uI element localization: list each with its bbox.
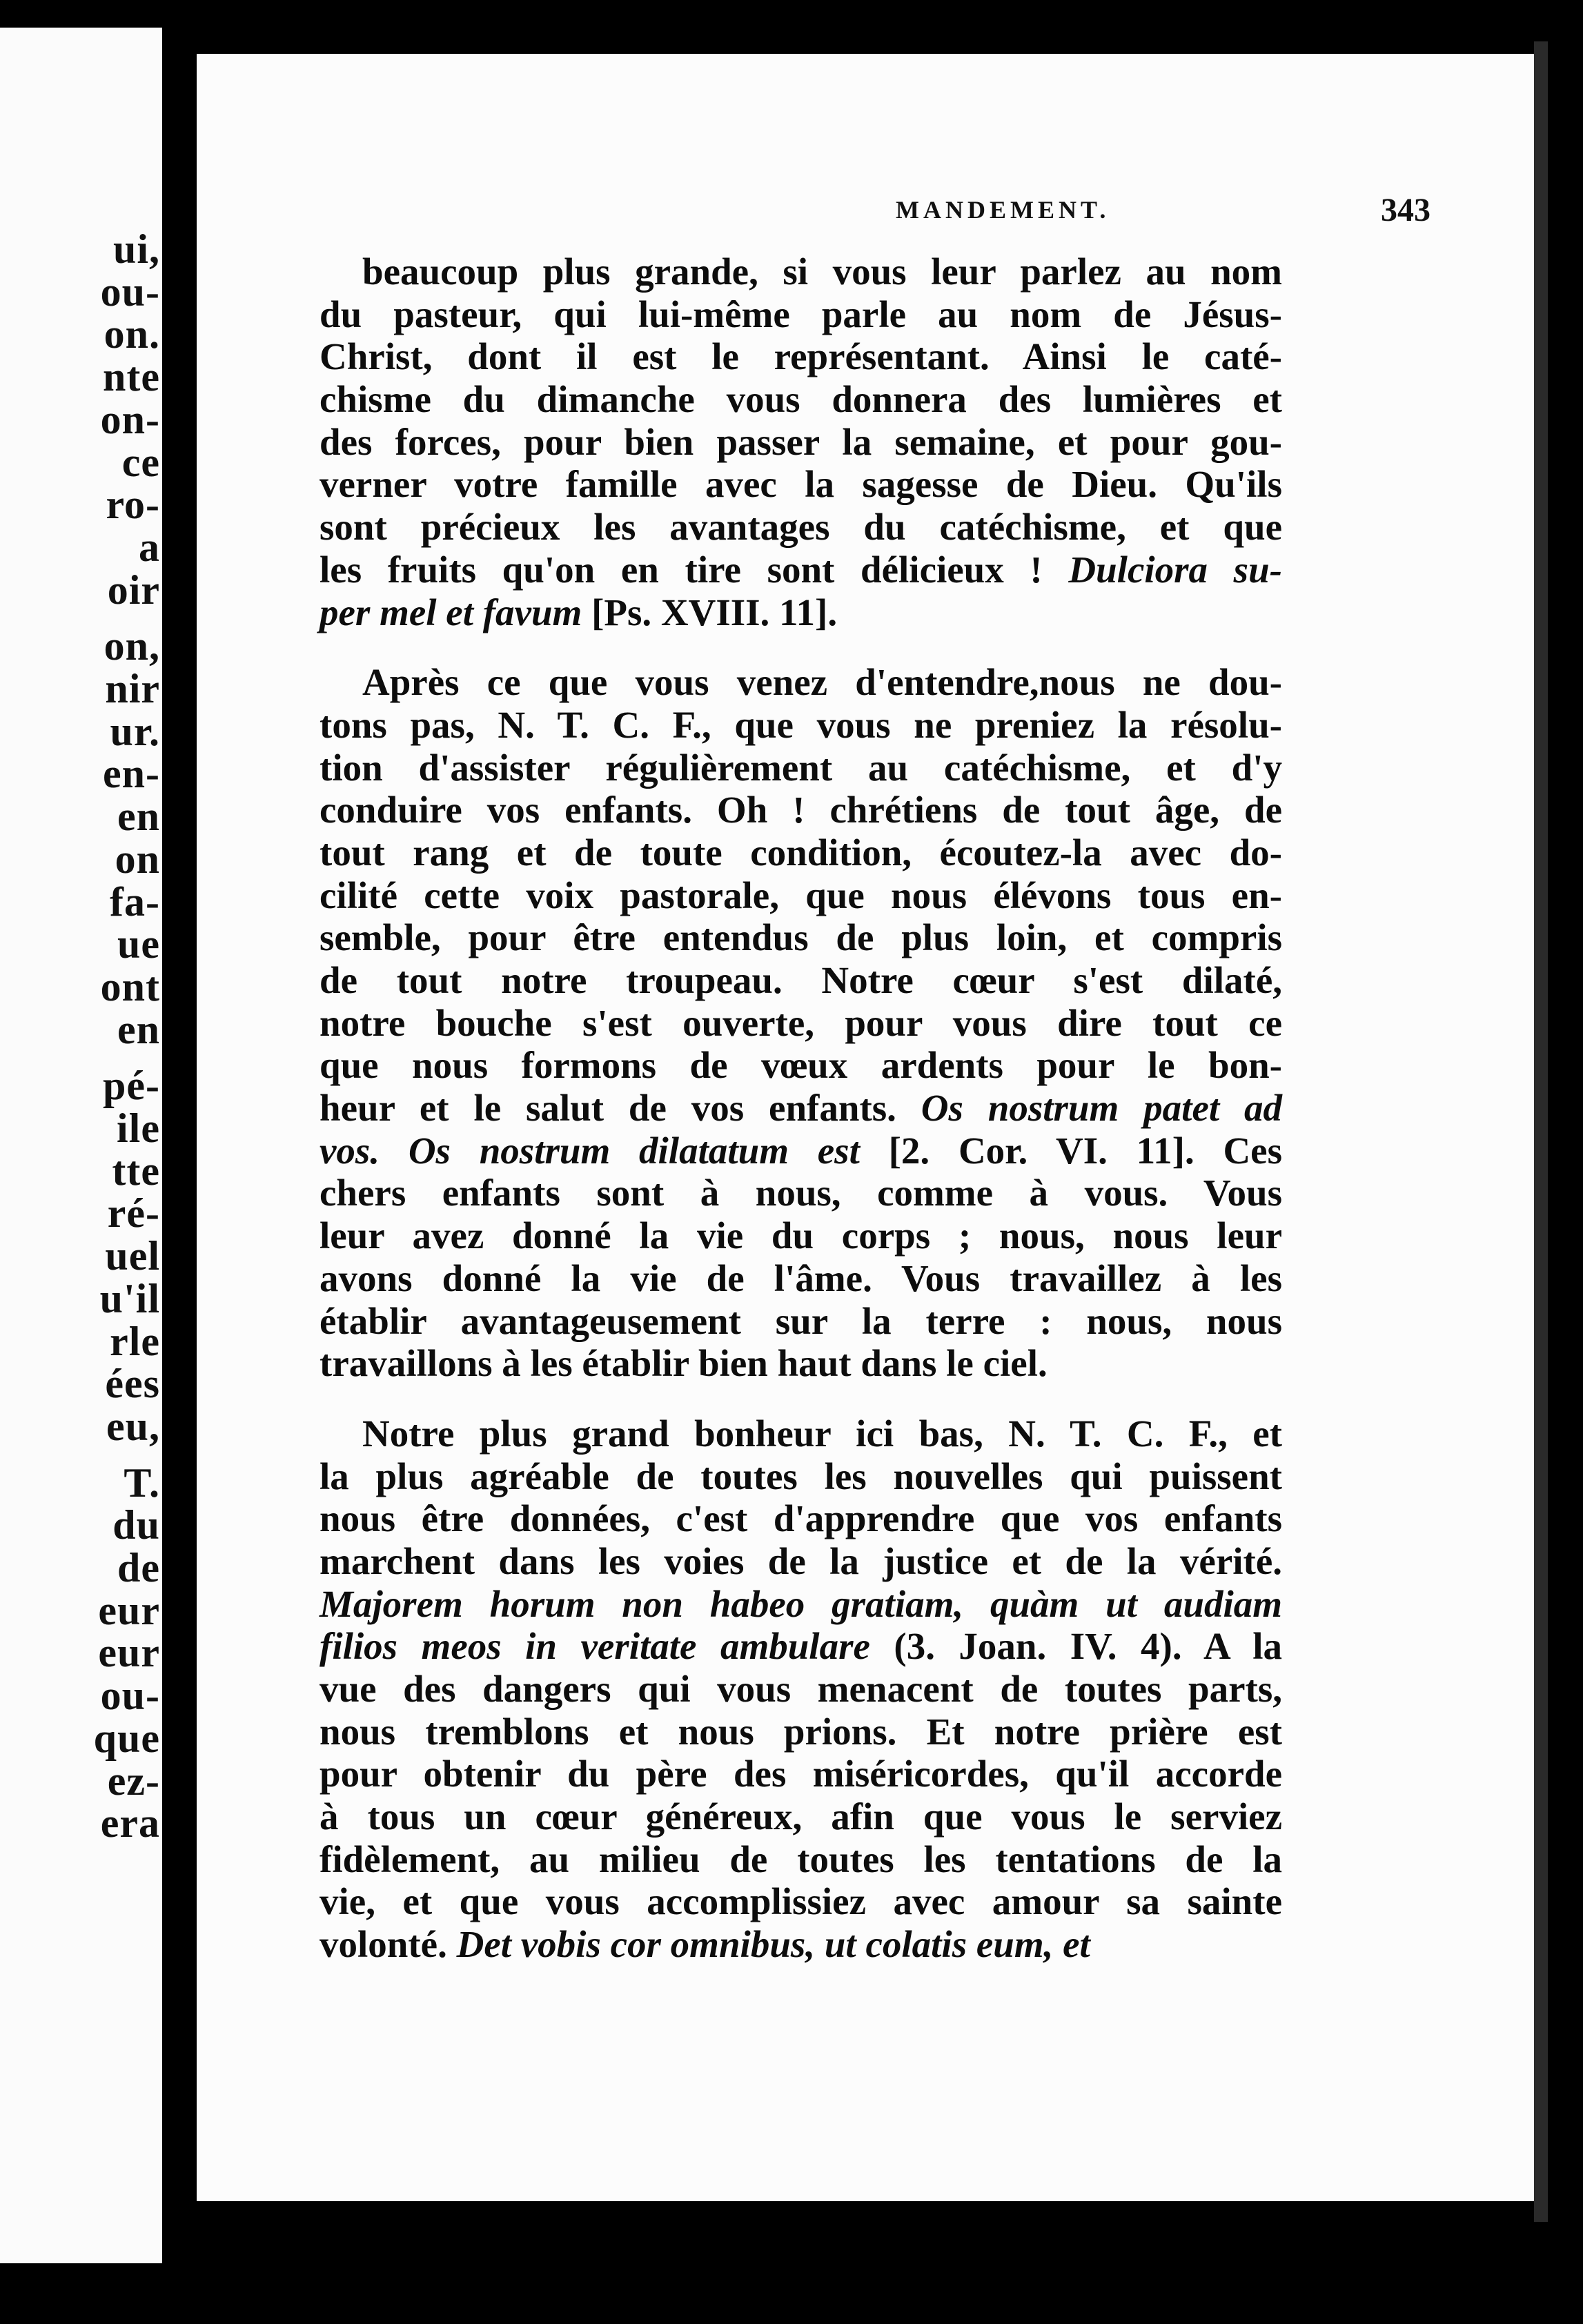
- previous-page-fragment: T.: [124, 1459, 160, 1506]
- latin-quotation: Dulciora su-: [1068, 548, 1282, 591]
- book-page: [197, 54, 1534, 2201]
- previous-page-fragment: ui,: [112, 226, 160, 272]
- previous-page-fragment: nir: [105, 666, 160, 711]
- previous-page-fragment: ées: [105, 1361, 160, 1407]
- text-line: nous être données, c'est d'apprendre que vos enfants: [319, 1497, 1282, 1540]
- text-line: leur avez donné la vie du corps ; nous, nous leur: [319, 1214, 1282, 1257]
- previous-page-fragment: ez-: [107, 1757, 160, 1804]
- previous-page-fragment: ile: [117, 1105, 160, 1151]
- text-line: cilité cette voix pastorale, que nous élévons tous en-: [319, 874, 1282, 916]
- previous-page-fragment: en-: [103, 751, 160, 797]
- running-title: MANDEMENT.: [896, 196, 1110, 224]
- previous-page-fragment: ce: [121, 439, 160, 485]
- text-line: vos. Os nostrum dilatatum est [2. Cor. VI. 11]. Ces: [319, 1129, 1282, 1172]
- previous-page-fragment: de: [117, 1545, 160, 1591]
- text-line: nous tremblons et nous prions. Et notre prière est: [319, 1710, 1282, 1753]
- latin-quotation: Os nostrum patet ad: [921, 1087, 1282, 1130]
- text-line: chers enfants sont à nous, comme à vous. Vous: [319, 1172, 1282, 1214]
- text-line: conduire vos enfants. Oh ! chrétiens de tout âge, de: [319, 789, 1282, 831]
- text-line: du pasteur, qui lui-même parle au nom de Jésus-: [319, 293, 1282, 335]
- text-line: Notre plus grand bonheur ici bas, N. T. C. F., et: [362, 1412, 1282, 1455]
- paragraph: [319, 661, 1282, 1385]
- text-line: [319, 1583, 1282, 1626]
- text-line: Après ce que vous venez d'entendre,nous ne dou-: [362, 661, 1282, 704]
- text-line: vue des dangers qui vous menacent de toutes parts,: [319, 1668, 1282, 1710]
- previous-page-fragment: eur: [98, 1587, 160, 1633]
- previous-page-fragment: ou-: [100, 1673, 160, 1719]
- text-line: tion d'assister régulièrement au catéchisme, et d'y: [319, 746, 1282, 789]
- text-line: fidèlement, au milieu de toutes les tentations de la: [319, 1838, 1282, 1880]
- previous-page-fragment: ont: [100, 963, 160, 1010]
- text-line: heur et le salut de vos enfants. Os nostrum patet ad: [319, 1087, 1282, 1130]
- latin-quotation: filios meos in veritate ambulare: [319, 1625, 870, 1668]
- previous-page-fragment: uel: [105, 1233, 160, 1279]
- previous-page-fragment: on,: [104, 623, 160, 669]
- previous-page-fragment: a: [139, 524, 160, 570]
- text-line: semble, pour être entendus de plus loin, et compris: [319, 916, 1282, 959]
- text-line: verner votre famille avec la sagesse de Dieu. Qu'ils: [319, 463, 1282, 506]
- text-line: avons donné la vie de l'âme. Vous travaillez à les: [319, 1257, 1282, 1299]
- previous-page-fragment: u'il: [99, 1275, 160, 1321]
- text-line: la plus agréable de toutes les nouvelles qui puissent: [319, 1455, 1282, 1497]
- page-number: 343: [1381, 192, 1430, 228]
- paragraph: [319, 250, 1282, 633]
- previous-page-fragment: on: [115, 836, 160, 882]
- text-line: volonté. Det vobis cor omnibus, ut colatis eum, et: [319, 1923, 1090, 1966]
- latin-quotation: Majorem horum non habeo gratiam, quàm ut audiam: [319, 1582, 1282, 1625]
- paragraph: [319, 1412, 1282, 1966]
- page-header: [319, 192, 1430, 244]
- previous-page-fragment: era: [100, 1800, 160, 1847]
- previous-page-fragment: on.: [104, 311, 160, 357]
- previous-page-fragment: tte: [112, 1148, 160, 1194]
- page-body: [319, 250, 1282, 1966]
- text-line: marchent dans les voies de la justice et de la vérité.: [319, 1539, 1282, 1582]
- text-line: notre bouche s'est ouverte, pour vous dire tout ce: [319, 1001, 1282, 1044]
- text-line: à tous un cœur généreux, afin que vous le serviez: [319, 1795, 1282, 1838]
- text-line: per mel et favum [Ps. XVIII. 11].: [319, 591, 838, 633]
- text-line: tout rang et de toute condition, écoutez-la avec do-: [319, 831, 1282, 874]
- previous-page-strip: [0, 28, 162, 2263]
- text-line: que nous formons de vœux ardents pour le bon-: [319, 1044, 1282, 1087]
- previous-page-fragment: pé-: [103, 1063, 160, 1109]
- previous-page-fragment: ro-: [106, 482, 160, 528]
- text-line: tons pas, N. T. C. F., que vous ne preniez la résolu-: [319, 703, 1282, 746]
- previous-page-fragment: on-: [100, 396, 160, 442]
- text-line: sont précieux les avantages du catéchisme, et que: [319, 506, 1282, 549]
- previous-page-fragment: rle: [110, 1318, 160, 1364]
- previous-page-fragment: oir: [107, 567, 160, 613]
- latin-quotation: vos. Os nostrum dilatatum est: [319, 1129, 860, 1172]
- previous-page-fragment: du: [112, 1502, 160, 1548]
- text-line: Christ, dont il est le représentant. Ainsi le caté-: [319, 335, 1282, 378]
- page-edge-shadow: [1534, 41, 1548, 2222]
- text-line: des forces, pour bien passer la semaine, et pour gou-: [319, 420, 1282, 463]
- text-line: travaillons à les établir bien haut dans le ciel.: [319, 1342, 1048, 1385]
- previous-page-fragment: nte: [103, 354, 160, 400]
- previous-page-fragment: que: [93, 1715, 160, 1761]
- previous-page-fragment: ou-: [100, 268, 160, 315]
- previous-page-fragment: eur: [98, 1630, 160, 1676]
- text-line: filios meos in veritate ambulare (3. Joan. IV. 4). A la: [319, 1625, 1282, 1668]
- previous-page-fragment: en: [117, 1006, 160, 1052]
- previous-page-fragment: en: [117, 794, 160, 840]
- text-line: pour obtenir du père des miséricordes, qu'il accorde: [319, 1753, 1282, 1795]
- text-line: de tout notre troupeau. Notre cœur s'est dilaté,: [319, 959, 1282, 1001]
- text-line: chisme du dimanche vous donnera des lumières et: [319, 378, 1282, 421]
- text-line: vie, et que vous accomplissiez avec amour sa sainte: [319, 1880, 1282, 1923]
- previous-page-fragment: ur.: [110, 708, 160, 754]
- previous-page-fragment: eu,: [106, 1403, 160, 1449]
- text-line: beaucoup plus grande, si vous leur parlez au nom: [362, 250, 1282, 293]
- previous-page-fragment: ue: [117, 921, 160, 967]
- latin-quotation: per mel et favum: [319, 591, 582, 633]
- text-line: les fruits qu'on en tire sont délicieux ! Dulciora su-: [319, 548, 1282, 591]
- previous-page-fragment: fa-: [110, 878, 160, 925]
- text-line: établir avantageusement sur la terre : nous, nous: [319, 1299, 1282, 1342]
- previous-page-fragment: ré-: [107, 1190, 160, 1237]
- latin-quotation: Det vobis cor omnibus, ut colatis eum, et: [456, 1923, 1090, 1966]
